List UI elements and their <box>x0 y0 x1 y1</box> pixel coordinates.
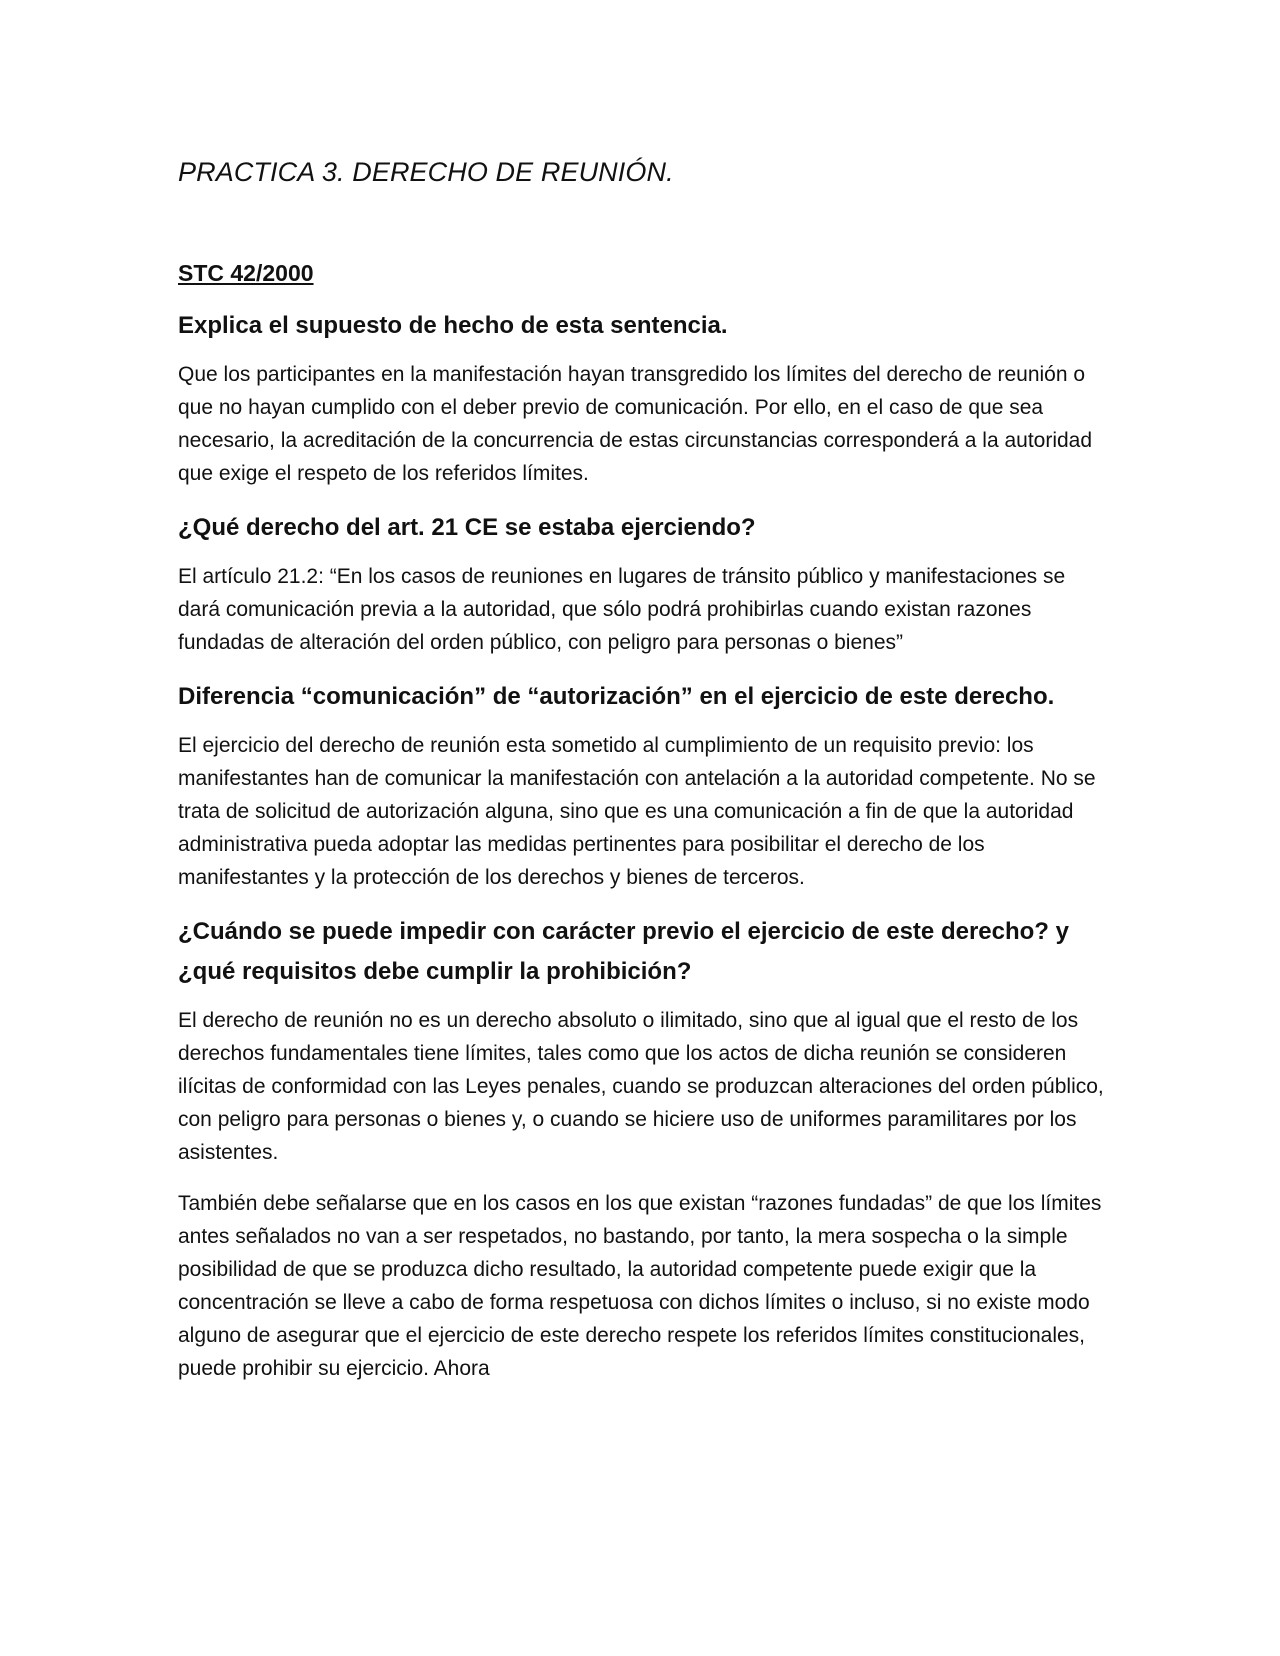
question-heading: Diferencia “comunicación” de “autorización” en el ejercicio de este derecho. <box>178 683 1055 710</box>
case-reference: STC 42/2000 <box>178 260 314 286</box>
section-prohibicion-previa <box>178 912 1108 1385</box>
answer-paragraph: El artículo 21.2: “En los casos de reuniones en lugares de tránsito público y manifestaciones se dará comunicación previa a la autoridad, que sólo podrá prohibirlas cuando existan razones fundadas de alteración del orden público, con peligro para personas o bienes” <box>178 565 1066 654</box>
question-heading: ¿Cuándo se puede impedir con carácter previo el ejercicio de este derecho? y ¿qué requisitos debe cumplir la prohibición? <box>178 918 1069 985</box>
document-title: PRACTICA 3. DERECHO DE REUNIÓN. <box>178 157 674 187</box>
section-comunicacion-autorizacion <box>178 677 1108 894</box>
answer-paragraph: El derecho de reunión no es un derecho absoluto o ilimitado, sino que al igual que el resto de los derechos fundamentales tiene límites, tales como que los actos de dicha reunión se consideren ilícitas de conformidad con las Leyes penales, cuando se produzcan alteraciones del orden público, con peligro para personas o bienes y, o cuando se hiciere uso de uniformes paramilitares por los asistentes. <box>178 1009 1104 1164</box>
answer-paragraph: El ejercicio del derecho de reunión esta sometido al cumplimiento de un requisito previo: los manifestantes han de comunicar la manifestación con antelación a la autoridad competente. No se trata de solicitud de autorización alguna, sino que es una comunicación a fin de que la autoridad administrativa pueda adoptar las medidas pertinentes para posibilitar el derecho de los manifestantes y la protección de los derechos y bienes de terceros. <box>178 734 1096 889</box>
section-supuesto-de-hecho <box>178 306 1108 490</box>
question-heading: Explica el supuesto de hecho de esta sentencia. <box>178 312 728 339</box>
answer-paragraph: Que los participantes en la manifestación hayan transgredido los límites del derecho de reunión o que no hayan cumplido con el deber previo de comunicación. Por ello, en el caso de que sea necesario, la acreditación de la concurrencia de estas circunstancias corresponderá a la autoridad que exige el respeto de los referidos límites. <box>178 363 1093 485</box>
question-heading: ¿Qué derecho del art. 21 CE se estaba ejerciendo? <box>178 514 756 541</box>
document-page <box>178 140 1108 1385</box>
section-derecho-art-21 <box>178 508 1108 659</box>
answer-paragraph: También debe señalarse que en los casos en los que existan “razones fundadas” de que los límites antes señalados no van a ser respetados, no bastando, por tanto, la mera sospecha o la simple posibilidad de que se produzca dicho resultado, la autoridad competente puede exigir que la concentración se lleve a cabo de forma respetuosa con dichos límites o incluso, si no existe modo alguno de asegurar que el ejercicio de este derecho respete los referidos límites constitucionales, puede prohibir su ejercicio. Ahora <box>178 1192 1102 1380</box>
